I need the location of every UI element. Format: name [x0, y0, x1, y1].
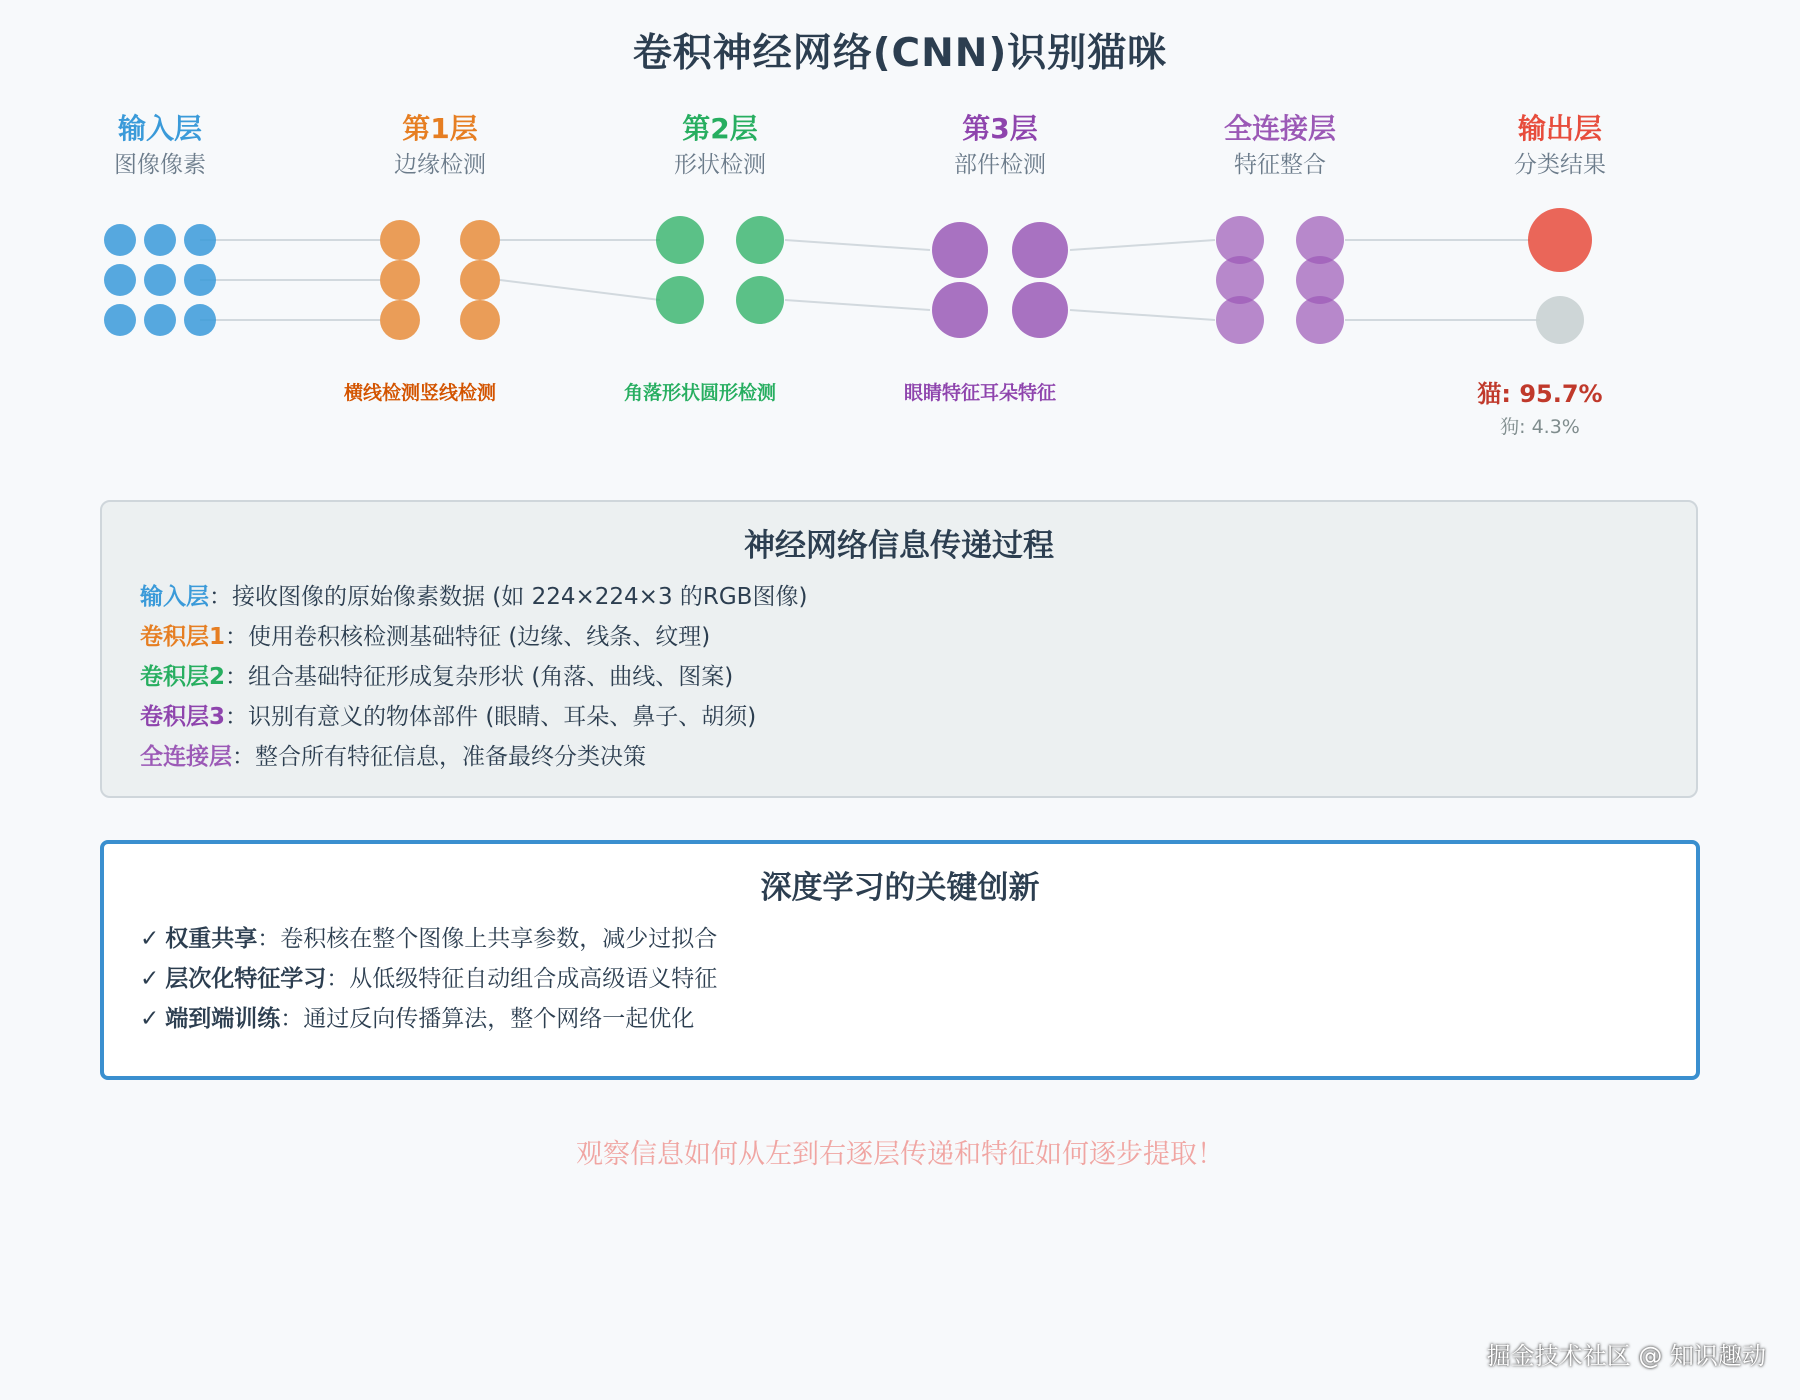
layer2-neuron — [656, 216, 704, 264]
innovation-text: ：通过反向传播算法，整个网络一起优化 — [280, 1006, 695, 1032]
feature-label-layer1: 横线检测竖线检测 — [343, 382, 496, 404]
layer1-neuron — [460, 260, 500, 300]
layer-header-input — [50, 110, 270, 182]
layer2-neuron — [736, 216, 784, 264]
process-key: 全连接层 — [140, 744, 232, 770]
layer-desc: 图像像素 — [114, 152, 206, 178]
input-neuron — [184, 264, 216, 296]
process-row — [140, 658, 733, 691]
innovation-key: 层次化特征学习 — [165, 966, 327, 992]
process-key: 输入层 — [140, 584, 209, 610]
input-neuron — [104, 264, 136, 296]
input-neuron — [184, 304, 216, 336]
innovation-row — [140, 960, 717, 993]
connection-line — [1070, 310, 1215, 320]
layer2-neuron — [736, 276, 784, 324]
layer3-neuron — [1012, 222, 1068, 278]
connection-line — [785, 300, 930, 310]
result-cat: 猫: 95.7% — [1477, 380, 1603, 408]
process-text: ：识别有意义的物体部件 (眼睛、耳朵、鼻子、胡须) — [225, 704, 757, 730]
watermark: 掘金技术社区 @ 知识趣动 — [1486, 1342, 1766, 1370]
process-title: 神经网络信息传递过程 — [744, 528, 1054, 564]
process-row — [140, 578, 807, 611]
fc-neuron — [1296, 296, 1344, 344]
output-neuron-cat — [1528, 208, 1592, 272]
layer2-neuron — [656, 276, 704, 324]
process-panel — [100, 500, 1698, 798]
connection-line — [500, 280, 660, 300]
innovation-text: ：卷积核在整个图像上共享参数，减少过拟合 — [257, 926, 718, 952]
feature-label-layer2: 角落形状圆形检测 — [623, 382, 776, 404]
layer1-neuron — [380, 300, 420, 340]
layer-header-3 — [890, 110, 1110, 182]
innovation-title: 深度学习的关键创新 — [760, 870, 1040, 906]
layer-name: 第3层 — [962, 112, 1038, 145]
process-row — [140, 698, 756, 731]
layer3-neuron — [932, 282, 988, 338]
input-neuron — [144, 224, 176, 256]
layer1-neuron — [460, 300, 500, 340]
innovation-key: 权重共享 — [165, 926, 258, 952]
layer3-neuron — [932, 222, 988, 278]
layer-name: 输入层 — [117, 112, 202, 145]
layer-name: 第2层 — [682, 112, 758, 145]
innovation-key: 端到端训练 — [165, 1006, 281, 1032]
connection-line — [785, 240, 930, 250]
layer-header-2 — [610, 110, 830, 182]
process-text: ：组合基础特征形成复杂形状 (角落、曲线、图案) — [225, 664, 734, 690]
innovation-row — [140, 1000, 694, 1033]
input-neuron — [104, 304, 136, 336]
page-title: 卷积神经网络(CNN)识别猫咪 — [632, 31, 1168, 76]
layer-header-output — [1450, 110, 1670, 182]
input-neuron — [144, 264, 176, 296]
input-neuron — [144, 304, 176, 336]
neuron-nodes — [104, 208, 1592, 344]
input-neuron — [184, 224, 216, 256]
process-text: ：使用卷积核检测基础特征 (边缘、线条、纹理) — [225, 624, 711, 650]
layer1-neuron — [460, 220, 500, 260]
input-neuron — [104, 224, 136, 256]
process-key: 卷积层2 — [140, 664, 226, 690]
layer-desc: 边缘检测 — [394, 152, 486, 178]
layer-name: 输出层 — [1517, 112, 1602, 145]
check-icon: ✓ — [140, 1006, 160, 1032]
check-icon: ✓ — [140, 966, 160, 992]
layer-name: 第1层 — [402, 112, 478, 145]
layer1-neuron — [380, 260, 420, 300]
innovation-row — [140, 920, 717, 953]
check-icon: ✓ — [140, 926, 160, 952]
result-dog: 狗: 4.3% — [1500, 416, 1580, 438]
feature-label-layer3: 眼睛特征耳朵特征 — [903, 382, 1056, 404]
process-key: 卷积层3 — [140, 704, 226, 730]
innovation-panel — [100, 840, 1700, 1080]
fc-neuron — [1216, 296, 1264, 344]
innovation-text: ：从低级特征自动组合成高级语义特征 — [326, 966, 718, 992]
layer-desc: 部件检测 — [954, 152, 1046, 178]
layer1-neuron — [380, 220, 420, 260]
layer-desc: 形状检测 — [674, 152, 766, 178]
layer-desc: 特征整合 — [1234, 152, 1326, 178]
process-text: ：整合所有特征信息，准备最终分类决策 — [232, 744, 646, 770]
layer-header-fc — [1170, 110, 1390, 182]
output-neuron-dog — [1536, 296, 1584, 344]
layer-name: 全连接层 — [1223, 112, 1336, 145]
process-text: ：接收图像的原始像素数据 (如 224×224×3 的RGB图像) — [209, 584, 808, 610]
layer-header-1 — [330, 110, 550, 182]
layer-desc: 分类结果 — [1514, 152, 1606, 178]
process-row — [140, 738, 646, 771]
process-row — [140, 618, 710, 651]
connection-line — [1070, 240, 1215, 250]
layer3-neuron — [1012, 282, 1068, 338]
process-key: 卷积层1 — [140, 624, 226, 650]
footer-hint: 观察信息如何从左到右逐层传递和特征如何逐步提取！ — [576, 1139, 1224, 1170]
